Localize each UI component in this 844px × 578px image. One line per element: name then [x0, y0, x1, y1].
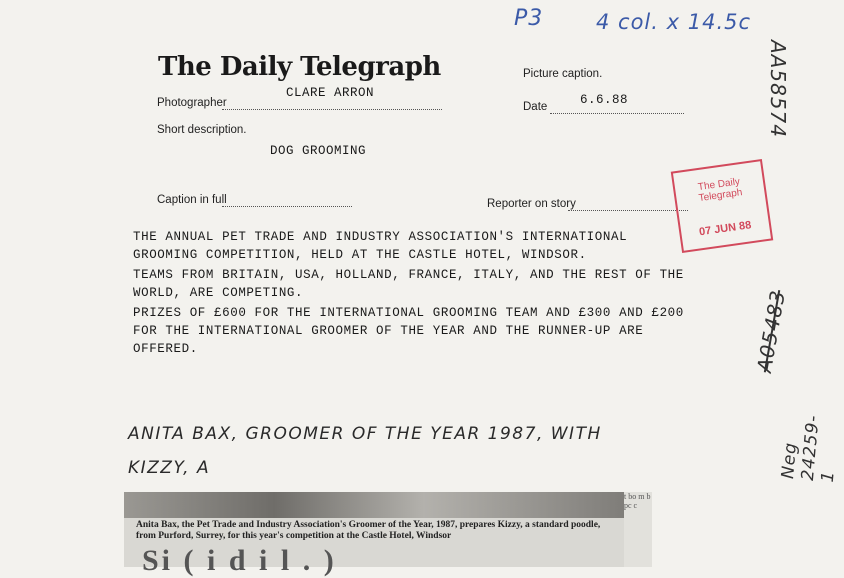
date-value: 6.6.88: [580, 93, 629, 107]
photographer-line: [222, 108, 442, 110]
photographer-label: Photographer: [157, 97, 227, 109]
clipping-headline: Si ( i d i l . ): [142, 544, 337, 577]
caption-paragraph: THE ANNUAL PET TRADE AND INDUSTRY ASSOCIATION'S INTERNATIONAL GROOMING COMPETITION, HELD AT THE CASTLE HOTEL, WINDSOR.: [133, 230, 628, 262]
clipping-side-column: t bo m b pc c: [624, 492, 652, 567]
handwritten-page-number: P3: [514, 6, 544, 31]
handwritten-archive-code: AA58574: [766, 40, 790, 138]
reporter-line: [568, 209, 688, 211]
caption-paragraph: TEAMS FROM BRITAIN, USA, HOLLAND, FRANCE, ITALY, AND THE REST OF THE WORLD, ARE COMPETING.: [133, 268, 684, 300]
caption-in-full-line: [222, 205, 352, 207]
date-label: Date: [523, 101, 548, 113]
short-description-label: Short description.: [157, 124, 247, 136]
handwritten-column-size: 4 col. x 14.5c: [596, 10, 752, 34]
caption-body: [133, 228, 693, 358]
handwritten-ref-crossed: A05483: [752, 287, 791, 375]
stamp-title: The Daily Telegraph: [697, 176, 744, 205]
masthead-logo: The Daily Telegraph: [158, 52, 441, 82]
newspaper-clipping: [124, 492, 624, 577]
short-description-value: DOG GROOMING: [270, 144, 367, 158]
date-stamp: [671, 159, 774, 253]
caption-paragraph: PRIZES OF £600 FOR THE INTERNATIONAL GROOMING TEAM AND £300 AND £200 FOR THE INTERNATIONAL GROOMER OF THE YEAR AND THE RUNNER-UP ARE OFFERED.: [133, 306, 684, 356]
stamp-date: 07 JUN 88: [698, 219, 753, 239]
date-line: [550, 112, 684, 114]
reporter-label: Reporter on story: [487, 198, 576, 210]
photographer-value: CLARE ARRON: [286, 86, 375, 100]
clipping-photo: [124, 492, 624, 518]
picture-caption-label: Picture caption.: [523, 68, 603, 80]
handwritten-negative-ref: Neg 24259-1: [778, 413, 839, 484]
caption-in-full-label: Caption in full: [157, 194, 227, 206]
handwritten-caption-line: ANITA BAX, GROOMER OF THE YEAR 1987, WITH KIZZY, A: [128, 424, 602, 478]
clipping-caption: Anita Bax, the Pet Trade and Industry Association's Groomer of the Year, 1987, prepares Kizzy, a standard poodle, from Purford, Surrey, for this year's competition at the Castle Hotel, Windsor: [136, 520, 601, 541]
